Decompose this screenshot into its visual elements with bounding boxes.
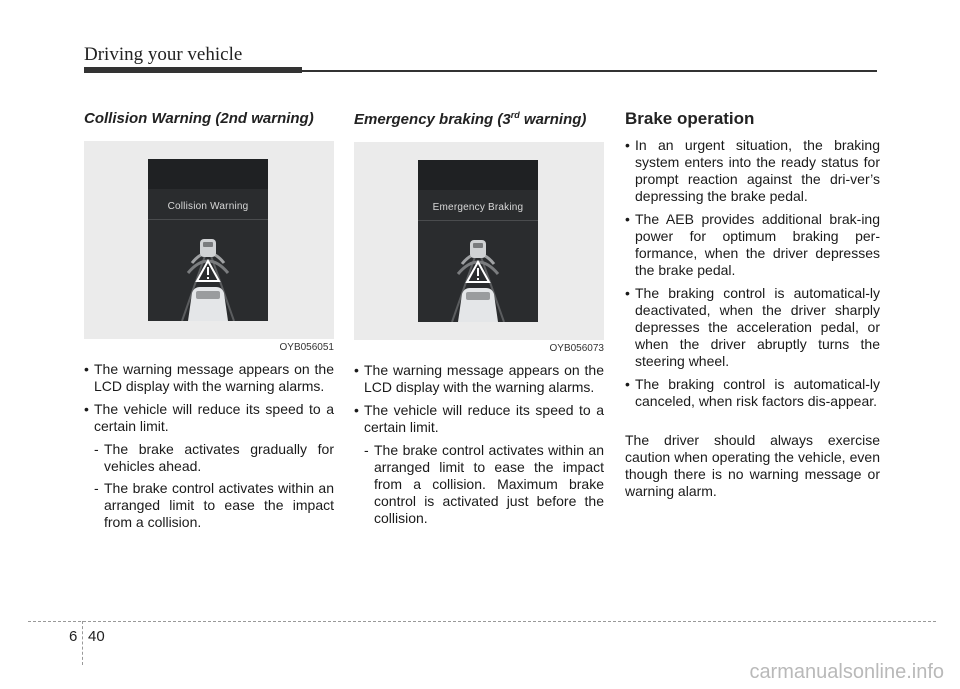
header-rule-thin (300, 70, 877, 72)
bullet-list (84, 361, 334, 531)
list-item: • The vehicle will reduce its speed to a certain limit. - The brake activates gradually for vehicles ahead. - The brake control activates within an arranged limit to ease the impact from a collision. (84, 401, 334, 531)
footer-rule (28, 621, 936, 622)
list-item: • In an urgent situation, the braking system enters into the ready status for prompt reaction against the dri-ver’s depressing the brake pedal. (625, 137, 880, 205)
sub-list (364, 442, 604, 527)
figure-collision-warning (84, 141, 334, 339)
column-brake-operation (625, 108, 880, 500)
section-heading: Brake operation (625, 109, 755, 128)
lcd-screen (148, 159, 268, 321)
lcd-message: Collision Warning (167, 201, 249, 212)
list-item: • The vehicle will reduce its speed to a certain limit. - The brake control activates within an arranged limit to ease the impact from a collision. Maximum brake control is activated just before the collision. (354, 402, 604, 527)
column-collision-warning (84, 108, 334, 537)
bullet-list (625, 137, 880, 410)
list-item: • The warning message appears on the LCD display with the warning alarms. (84, 361, 334, 395)
lcd-screen (418, 160, 538, 322)
list-item: • The braking control is automatical-ly deactivated, when the driver sharply depresses the acceleration pedal, or when the driver abruptly turns the steering wheel. (625, 285, 880, 370)
list-item: • The AEB provides additional brak-ing power for optimum braking per-formance, when the driver depresses the brake pedal. (625, 211, 880, 279)
list-item: • The braking control is automatical-ly canceled, when risk factors dis-appear. (625, 376, 880, 410)
page-number: 40 (88, 628, 105, 645)
sub-list-item: - The brake activates gradually for vehicles ahead. (94, 441, 334, 475)
column-emergency-braking (354, 108, 604, 533)
collision-car-icon (148, 223, 268, 321)
emergency-braking-car-icon (418, 224, 538, 322)
sub-list-item: - The brake control activates within an arranged limit to ease the impact from a collision. Maximum brake control is activated just before the collision. (364, 442, 604, 527)
sub-list (94, 441, 334, 531)
figure-code: OYB056051 (279, 342, 334, 353)
footer-separator (82, 621, 83, 665)
sub-list-item: - The brake control activates within an arranged limit to ease the impact from a collision. (94, 480, 334, 531)
section-heading: Collision Warning (2nd warning) (84, 110, 314, 127)
figure-emergency-braking (354, 142, 604, 340)
section-heading: Emergency braking (3rd warning) (354, 110, 587, 128)
watermark: carmanualsonline.info (749, 661, 944, 683)
caution-paragraph: The driver should always exercise caution when operating the vehicle, even though there is no warning message or warning alarm. (625, 432, 880, 499)
header-rule-thick (84, 67, 302, 73)
figure-code: OYB056073 (549, 343, 604, 354)
list-item: • The warning message appears on the LCD display with the warning alarms. (354, 362, 604, 396)
bullet-list (354, 362, 604, 527)
header-title: Driving your vehicle (84, 44, 243, 65)
lcd-message: Emergency Braking (432, 202, 524, 213)
chapter-number: 6 (69, 628, 78, 645)
